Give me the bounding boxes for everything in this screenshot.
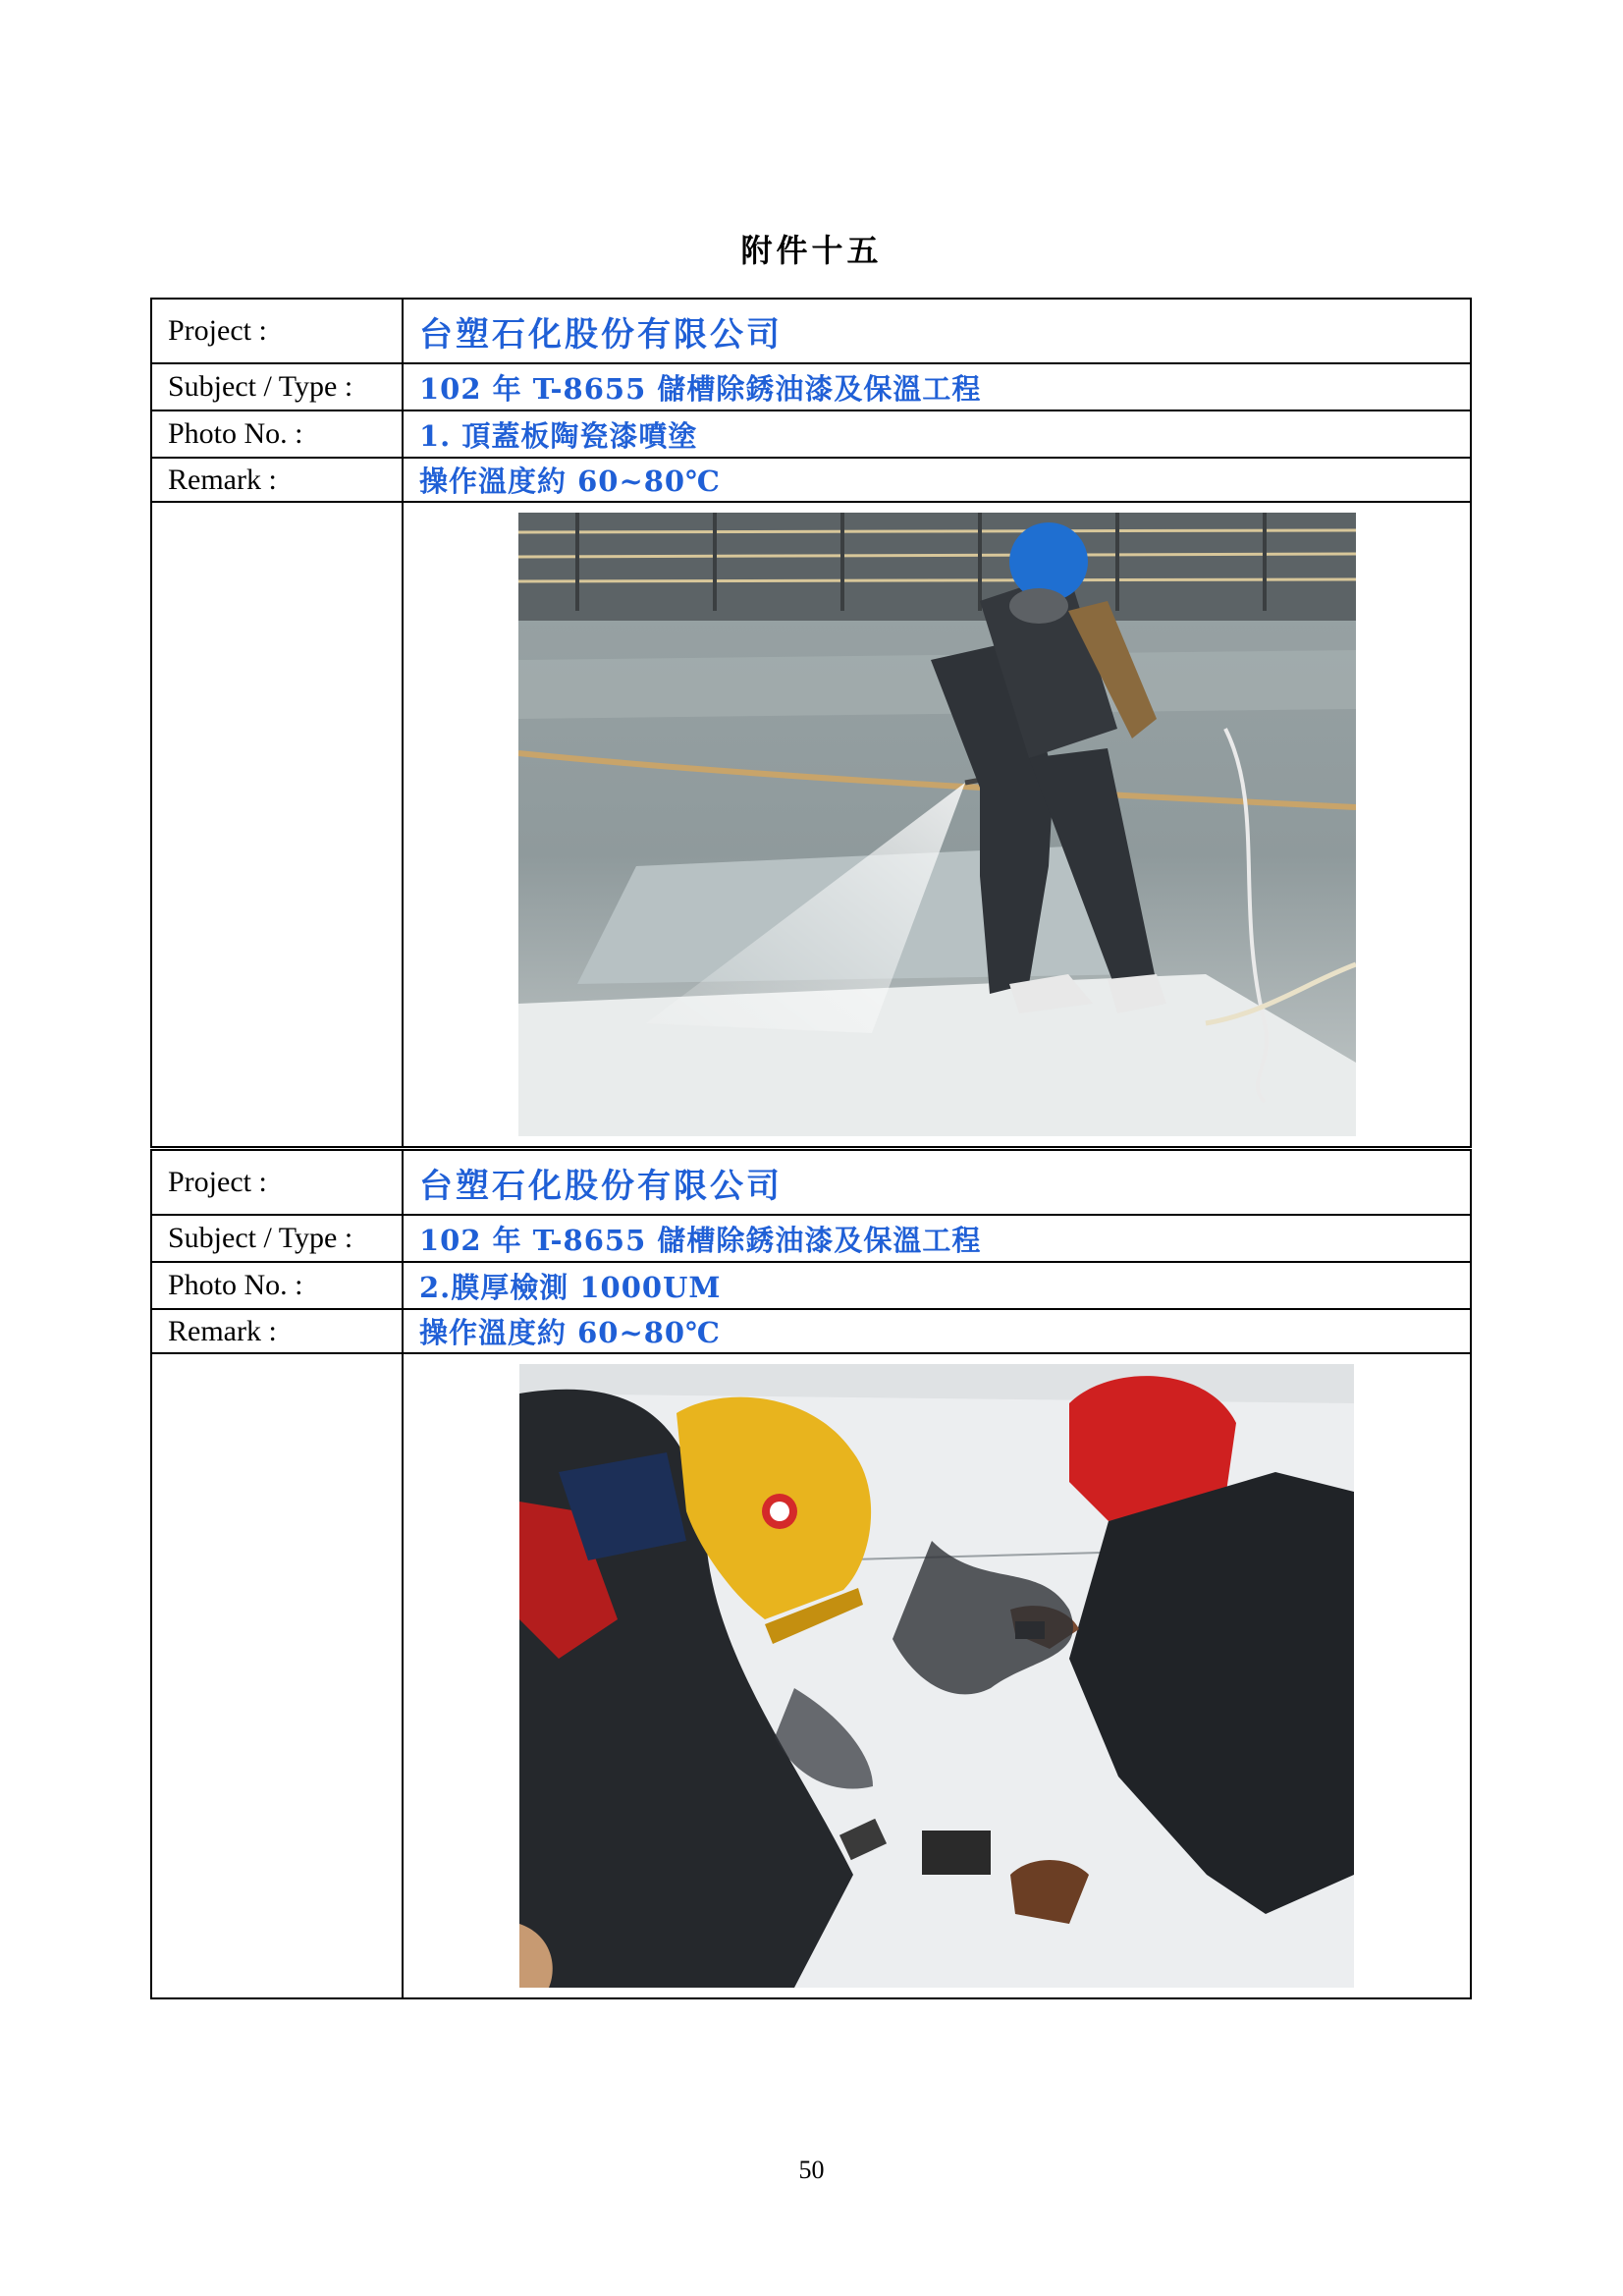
project-value: 台塑石化股份有限公司 — [403, 299, 1471, 363]
page-number: 50 — [798, 2156, 825, 2184]
photo-cell — [403, 1353, 1471, 1998]
photo-blank-cell — [151, 502, 403, 1147]
photo-no-value: 1. 頂蓋板陶瓷漆噴塗 — [403, 410, 1471, 458]
subject-label: Subject / Type : — [151, 363, 403, 410]
photo-no-label: Photo No. : — [151, 1262, 403, 1309]
photo-no-label: Photo No. : — [151, 410, 403, 458]
remark-label: Remark : — [151, 458, 403, 502]
photo-no-value: 2.膜厚檢測 1000UM — [403, 1262, 1471, 1309]
project-label: Project : — [151, 1150, 403, 1215]
spray-coating-photo — [518, 513, 1356, 1136]
photo-blank-cell — [151, 1353, 403, 1998]
subject-value: 102 年 T-8655 儲槽除銹油漆及保溫工程 — [403, 1215, 1471, 1262]
photo-record-table-1 — [150, 298, 1472, 1148]
remark-value: 操作溫度約 60~80℃ — [403, 1309, 1471, 1353]
subject-label: Subject / Type : — [151, 1215, 403, 1262]
remark-value: 操作溫度約 60~80℃ — [403, 458, 1471, 502]
project-value: 台塑石化股份有限公司 — [403, 1150, 1471, 1215]
photo-cell — [403, 502, 1471, 1147]
project-label: Project : — [151, 299, 403, 363]
remark-label: Remark : — [151, 1309, 403, 1353]
page-title: 附件十五 — [740, 232, 883, 269]
film-thickness-inspection-photo — [519, 1364, 1354, 1988]
photo-record-table-2 — [150, 1149, 1472, 1999]
subject-value: 102 年 T-8655 儲槽除銹油漆及保溫工程 — [403, 363, 1471, 410]
